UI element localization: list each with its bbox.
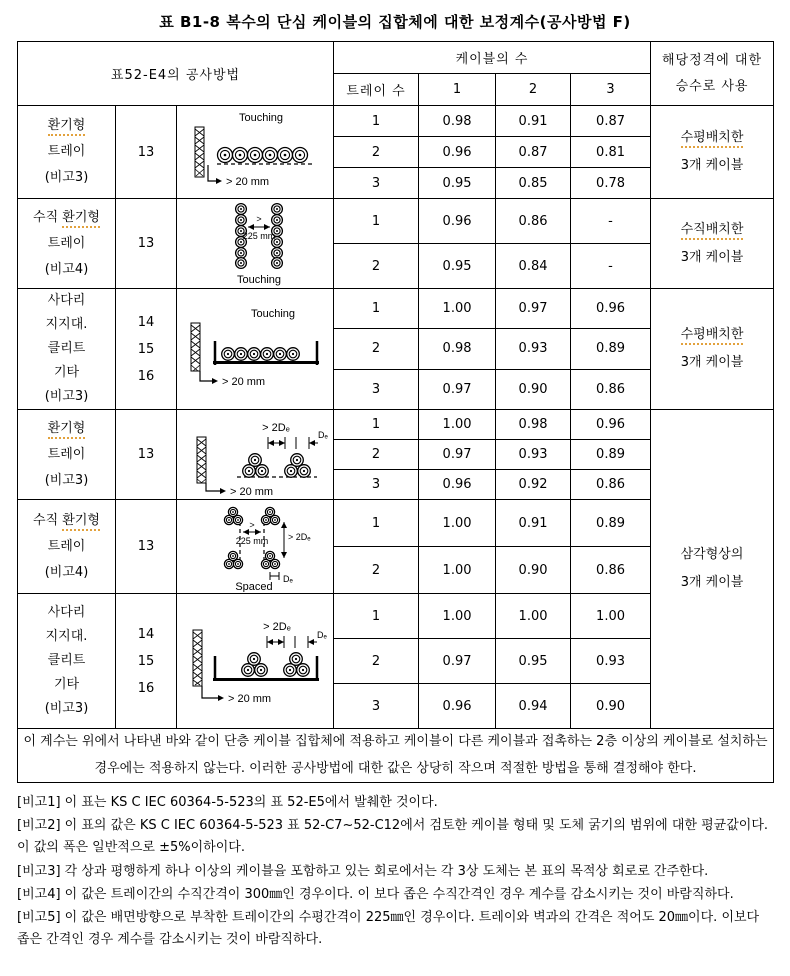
method-number: 13 <box>116 500 177 594</box>
factor-cell: 0.91 <box>496 106 571 137</box>
table-row <box>18 106 774 137</box>
factor-cell: 0.89 <box>571 440 651 470</box>
diagram-vertical-tray-spaced <box>177 500 334 594</box>
row-group-name: 수직 환기형 트레이 (비고4) <box>18 500 116 594</box>
factor-cell: 1.00 <box>571 594 651 639</box>
row-group-name: 수직 환기형 트레이 (비고4) <box>18 199 116 289</box>
diagram-ladder-touching <box>177 289 334 410</box>
tray-count-cell: 2 <box>334 329 419 369</box>
factor-cell: 0.96 <box>419 137 496 168</box>
row-group-name: 사다리 지지대. 클리트 기타 (비고3) <box>18 594 116 729</box>
factor-cell: 0.96 <box>571 410 651 440</box>
tray-count-cell: 2 <box>334 440 419 470</box>
row-group-name: 환기형 트레이 (비고3) <box>18 410 116 500</box>
diagram-label: > <box>256 213 262 224</box>
header-col-1: 1 <box>419 74 496 106</box>
factor-cell: 0.95 <box>419 168 496 199</box>
factor-cell: 0.97 <box>419 440 496 470</box>
table-footnote: 이 계수는 위에서 나타낸 바와 같이 단층 케이블 집합체에 적용하고 케이블이 다른 케이블과 접촉하는 2층 이상의 케이블로 설치하는 경우에는 적용하지 않는다. 이러한 공사방법에 대한 값은 상당히 작으며 적절한 방법을 통해 결정해야 한다. <box>18 729 774 783</box>
note-4: [비고4] 이 값은 트레이간의 수직간격이 300㎜인 경우이다. 이 보다 좁은 수직간격인 경우 계수를 감소시키는 것이 바람직하다. <box>17 886 734 902</box>
factor-cell: 0.89 <box>571 500 651 547</box>
tray-count-cell: 1 <box>334 199 419 244</box>
method-number: 13 <box>116 410 177 500</box>
tray-count-cell: 1 <box>334 410 419 440</box>
factor-cell: 0.98 <box>419 106 496 137</box>
factor-cell: 0.87 <box>571 106 651 137</box>
diagram-label: > 20 mm <box>228 693 272 705</box>
factor-cell: 0.85 <box>496 168 571 199</box>
factor-cell: 0.93 <box>496 440 571 470</box>
factor-cell: 0.90 <box>496 547 571 594</box>
factor-cell: 0.96 <box>419 199 496 244</box>
factor-cell: - <box>571 199 651 244</box>
header-usage: 해당정격에 대한 승수로 사용 <box>651 42 774 106</box>
factor-cell: 0.89 <box>571 329 651 369</box>
tray-count-cell: 3 <box>334 470 419 500</box>
factor-cell: 0.90 <box>571 684 651 729</box>
factor-cell: 1.00 <box>496 594 571 639</box>
factor-cell: 0.93 <box>496 329 571 369</box>
diagram-label: Dₑ <box>318 429 328 440</box>
factor-cell: 0.86 <box>496 199 571 244</box>
diagram-label: > 2Dₑ <box>262 421 290 434</box>
diagram-label: Touching <box>238 112 284 124</box>
factor-cell: 0.78 <box>571 168 651 199</box>
factor-cell: 0.81 <box>571 137 651 168</box>
correction-factor-table <box>17 41 774 783</box>
tray-count-cell: 1 <box>334 289 419 329</box>
factor-cell: 0.96 <box>571 289 651 329</box>
header-method: 표52-E4의 공사방법 <box>18 42 334 106</box>
factor-cell: 0.98 <box>496 410 571 440</box>
diagram-label: Touching <box>250 307 296 320</box>
factor-cell: 0.95 <box>496 639 571 684</box>
diagram-label: > 20 mm <box>226 176 270 188</box>
factor-cell: 0.86 <box>571 369 651 409</box>
factor-cell: 1.00 <box>419 500 496 547</box>
method-number: 13 <box>116 106 177 199</box>
usage-cell: 수평배치한 3개 케이블 <box>651 106 774 199</box>
factor-cell: 0.87 <box>496 137 571 168</box>
diagram-label: Dₑ <box>317 630 327 640</box>
table-header-row <box>18 42 774 74</box>
factor-cell: 0.92 <box>496 470 571 500</box>
diagram-label: > 20 mm <box>230 485 274 498</box>
tray-count-cell: 3 <box>334 684 419 729</box>
note-5: [비고5] 이 값은 배면방향으로 부착한 트레이간의 수평간격이 225㎜인 경우이다. 트레이와 벽과의 간격은 적어도 20㎜이다. 이보다 좁은 간격인 경우 계수를 감소시키는 것이 바람직하다. <box>17 909 760 947</box>
factor-cell: 1.00 <box>419 594 496 639</box>
factor-cell: 0.96 <box>419 470 496 500</box>
note-1: [비고1] 이 표는 KS C IEC 60364-5-523의 표 52-E5에서 발췌한 것이다. <box>17 795 438 811</box>
factor-cell: 0.96 <box>419 684 496 729</box>
method-number: 14 15 16 <box>116 289 177 410</box>
note-2: [비고2] 이 표의 값은 KS C IEC 60364-5-523 표 52-C7~52-C12에서 검토한 케이블 형태 및 도체 굵기의 범위에 대한 평균값이다. 이 값의 폭은 일반적으로 ±5%이하이다. <box>17 818 769 856</box>
diagram-label: > <box>249 519 255 530</box>
diagram-label: Spaced <box>235 580 273 592</box>
table-row <box>18 289 774 329</box>
factor-cell: 0.91 <box>496 500 571 547</box>
row-group-name: 사다리 지지대. 클리트 기타 (비고3) <box>18 289 116 410</box>
factor-cell: 0.86 <box>571 470 651 500</box>
header-tray-count: 트레이 수 <box>334 74 419 106</box>
factor-cell: 1.00 <box>419 547 496 594</box>
method-number: 14 15 16 <box>116 594 177 729</box>
factor-cell: 0.97 <box>419 639 496 684</box>
tray-count-cell: 1 <box>334 500 419 547</box>
method-number: 13 <box>116 199 177 289</box>
diagram-label: Dₑ <box>283 573 293 584</box>
usage-cell: 수평배치한 3개 케이블 <box>651 289 774 410</box>
table-footnote-row <box>18 729 774 783</box>
tray-count-cell: 2 <box>334 137 419 168</box>
header-col-3: 3 <box>571 74 651 106</box>
factor-cell: 1.00 <box>419 289 496 329</box>
diagram-horizontal-tray-trefoil <box>177 410 334 500</box>
factor-cell: 0.94 <box>496 684 571 729</box>
factor-cell: - <box>571 244 651 289</box>
factor-cell: 0.95 <box>419 244 496 289</box>
diagram-label: 225 mm <box>235 535 269 546</box>
factor-cell: 0.97 <box>496 289 571 329</box>
diagram-label: > 2Dₑ <box>263 621 291 633</box>
header-col-2: 2 <box>496 74 571 106</box>
table-row <box>18 410 774 440</box>
diagram-horizontal-tray-touching <box>177 106 334 199</box>
tray-count-cell: 2 <box>334 639 419 684</box>
tray-count-cell: 2 <box>334 244 419 289</box>
tray-count-cell: 1 <box>334 594 419 639</box>
tray-count-cell: 2 <box>334 547 419 594</box>
diagram-vertical-tray-touching <box>177 199 334 289</box>
diagram-label: Touching <box>236 273 282 286</box>
tray-count-cell: 3 <box>334 168 419 199</box>
note-3: [비고3] 각 상과 평행하게 하나 이상의 케이블을 포함하고 있는 회로에서는 각 3상 도체는 본 표의 목적상 회로로 간주한다. <box>17 863 709 879</box>
header-cable-count: 케이블의 수 <box>334 42 651 74</box>
diagram-label: > 2Dₑ <box>288 531 311 542</box>
diagram-label: 225 mm <box>242 230 276 241</box>
table-row <box>18 199 774 244</box>
factor-cell: 1.00 <box>419 410 496 440</box>
factor-cell: 0.84 <box>496 244 571 289</box>
factor-cell: 0.97 <box>419 369 496 409</box>
row-group-name: 환기형 트레이 (비고3) <box>18 106 116 199</box>
factor-cell: 0.93 <box>571 639 651 684</box>
diagram-label: > 20 mm <box>222 375 266 388</box>
factor-cell: 0.86 <box>571 547 651 594</box>
page-title: 표 B1-8 복수의 단심 케이블의 집합체에 대한 보정계수(공사방법 F) <box>159 13 631 31</box>
factor-cell: 0.90 <box>496 369 571 409</box>
tray-count-cell: 1 <box>334 106 419 137</box>
factor-cell: 0.98 <box>419 329 496 369</box>
tray-count-cell: 3 <box>334 369 419 409</box>
usage-cell: 삼각형상의 3개 케이블 <box>651 410 774 729</box>
notes-section <box>17 792 773 951</box>
diagram-ladder-trefoil <box>177 594 334 729</box>
usage-cell: 수직배치한 3개 케이블 <box>651 199 774 289</box>
